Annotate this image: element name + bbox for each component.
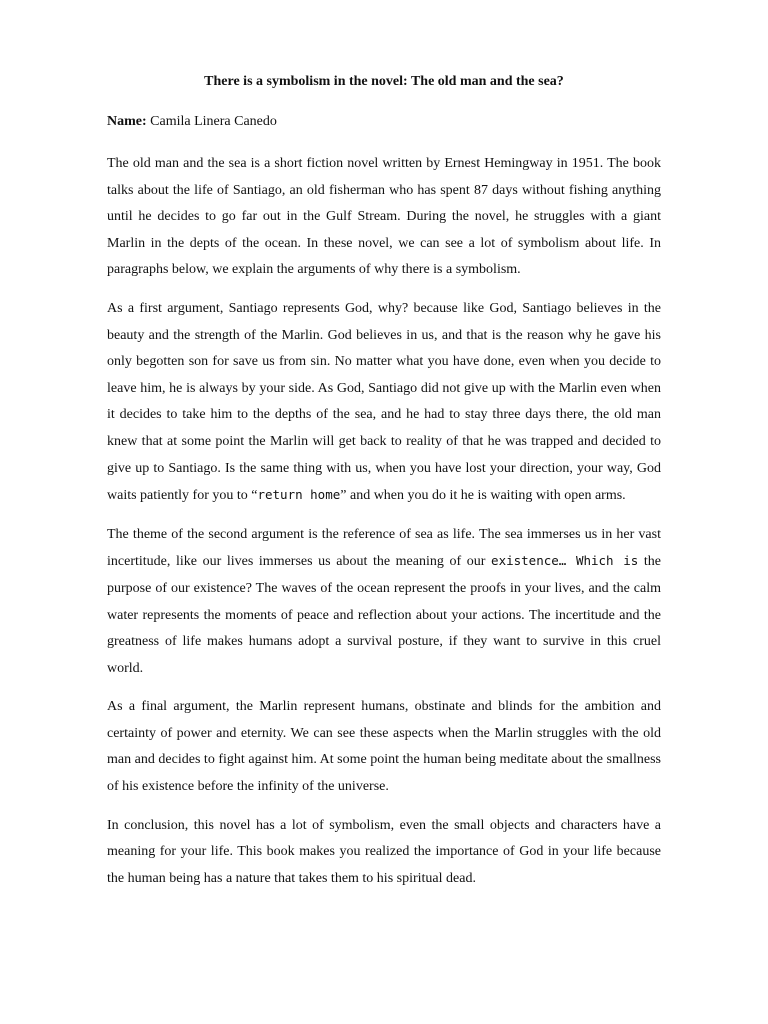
ellipsis-phrase: existence… Which is xyxy=(491,553,639,569)
paragraph-conclusion: In conclusion, this novel has a lot of symbolism, even the small objects and characters have a meaning for your life. This book makes you realized the importance of God in your life because the human being has a nature that takes them to his spiritual dead. xyxy=(107,817,661,886)
paragraph-second-argument xyxy=(107,522,661,683)
paragraph-final-argument: As a final argument, the Marlin represent humans, obstinate and blinds for the ambition and certainty of power and eternity. We can see these aspects when the Marlin struggles with the old man and decides to fight against him. At some point the human being meditate about the smallness of his existence before the infinity of the universe. xyxy=(107,699,661,795)
paragraph-introduction: The old man and the sea is a short fiction novel written by Ernest Hemingway in 1951. The book talks about the life of Santiago, an old fisherman who has spent 87 days without fishing anything until he decides to go far out in the Gulf Stream. During the novel, he struggles with a giant Marlin in the depts of the ocean. In these novel, we can see a lot of symbolism about life. In paragraphs below, we explain the arguments of why there is a symbolism. xyxy=(107,156,661,278)
paragraph-first-argument-text: As a first argument, Santiago represents God, why? because like God, Santiago believes in the beauty and the strength of the Marlin. God believes in us, and that is the reason why he gave his only begotten son for save us from sin. No matter what you have done, even when you decide to leave him, he is always by your side. As God, Santiago did not give up with the Marlin even when it decides to take him to the depths of the sea, and he had to stay three days there, the old man knew that at some point the Marlin will get back to reality of that he was trapped and decided to give up to Santiago. Is the same thing with us, when you have lost your direction, your way, God waits patiently for you to “ xyxy=(107,300,661,504)
author-label: Name: xyxy=(107,114,147,129)
document-body xyxy=(107,151,661,904)
paragraph-first-argument-end: ” and when you do it he is waiting with open arms. xyxy=(340,488,626,504)
author-line xyxy=(107,112,661,132)
quoted-phrase: return home xyxy=(257,487,341,503)
paragraph-first-argument xyxy=(107,296,661,510)
author-name: Camila Linera Canedo xyxy=(150,114,277,129)
paragraph-second-argument-text: The theme of the second argument is the reference of sea as life. The sea immerses us in her vast incertitude, like our lives immerses us about the meaning of our xyxy=(107,526,661,570)
paragraph-second-argument-end: the purpose of our existence? The waves of the ocean represent the proofs in your lives, and the calm water represents the moments of peace and reflection about your actions. The incertitude and the greatness of life makes humans adopt a survival posture, if they want to survive in this cruel world. xyxy=(107,554,661,676)
document-title: There is a symbolism in the novel: The old man and the sea? xyxy=(204,74,564,89)
